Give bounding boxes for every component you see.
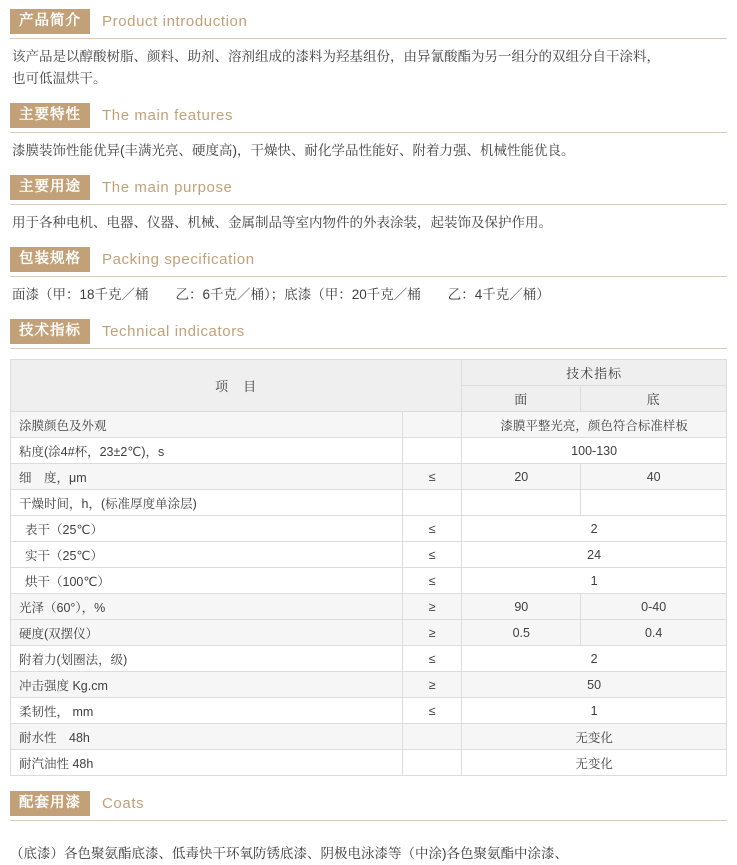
datasheet-page	[0, 8, 737, 861]
row-value-top	[462, 490, 581, 516]
table-row	[11, 594, 727, 620]
section-title-en: Packing specification	[102, 250, 255, 268]
table-row	[11, 412, 727, 438]
section-header-technical-indicators	[10, 318, 727, 344]
row-symbol: ≤	[403, 698, 462, 724]
row-item: 柔韧性， mm	[11, 698, 403, 724]
table-row	[11, 464, 727, 490]
table-header-row	[11, 360, 727, 386]
row-value-bottom	[581, 490, 727, 516]
section-title-en: Technical indicators	[102, 322, 245, 340]
row-value: 100-130	[462, 438, 727, 464]
table-row	[11, 750, 727, 776]
row-value: 2	[462, 516, 727, 542]
table-row	[11, 672, 727, 698]
section-header-main-purpose	[10, 174, 727, 200]
body-line: 面漆（甲：18千克／桶 乙：6千克／桶）；底漆（甲：20千克／桶 乙：4千克／桶）	[12, 287, 550, 302]
table-row	[11, 646, 727, 672]
section-body-main-purpose	[10, 205, 727, 238]
table-row	[11, 724, 727, 750]
row-symbol: ≤	[403, 542, 462, 568]
table-row	[11, 438, 727, 464]
row-value-top: 0.5	[462, 620, 581, 646]
row-item: 附着力(划圈法，级)	[11, 646, 403, 672]
row-value: 50	[462, 672, 727, 698]
section-title-en: Product introduction	[102, 12, 248, 30]
row-value-bottom: 40	[581, 464, 727, 490]
section-body-main-features	[10, 133, 727, 166]
body-line: 也可低温烘干。	[12, 71, 107, 86]
row-item: 细 度，μm	[11, 464, 403, 490]
section-title-cn: 包装规格	[10, 247, 90, 272]
row-item: 表干（25℃）	[11, 516, 403, 542]
row-symbol: ≥	[403, 672, 462, 698]
section-title-en: Coats	[102, 794, 145, 812]
table-header-item: 项 目	[11, 360, 462, 412]
row-item: 干燥时间，h，(标准厚度单涂层)	[11, 490, 403, 516]
technical-indicators-table	[10, 359, 727, 776]
row-value: 无变化	[462, 724, 727, 750]
row-symbol	[403, 438, 462, 464]
section-title-en: The main purpose	[102, 178, 233, 196]
section-divider	[10, 348, 727, 349]
section-body-coats	[10, 821, 727, 865]
row-symbol: ≤	[403, 464, 462, 490]
table-row	[11, 620, 727, 646]
section-body-packing-specification	[10, 277, 727, 310]
row-item: 粘度(涂4#杯，23±2℃)，s	[11, 438, 403, 464]
row-value: 24	[462, 542, 727, 568]
row-symbol	[403, 412, 462, 438]
row-value: 无变化	[462, 750, 727, 776]
row-value-top: 20	[462, 464, 581, 490]
row-symbol	[403, 490, 462, 516]
table-row	[11, 542, 727, 568]
row-item: 烘干（100℃）	[11, 568, 403, 594]
section-body-product-introduction	[10, 39, 727, 94]
table-header-spec: 技术指标	[462, 360, 727, 386]
section-header-packing-specification	[10, 246, 727, 272]
table-row	[11, 698, 727, 724]
row-value-bottom: 0.4	[581, 620, 727, 646]
row-value: 漆膜平整光亮，颜色符合标准样板	[462, 412, 727, 438]
row-symbol	[403, 724, 462, 750]
body-line: 该产品是以醇酸树脂、颜料、助剂、溶剂组成的漆料为羟基组份，由异氰酸酯为另一组分的双组分自干涂料，	[12, 49, 660, 64]
table-header-top: 面	[462, 386, 581, 412]
row-item: 光泽（60°），%	[11, 594, 403, 620]
body-line: 漆膜装饰性能优异(丰满光亮、硬度高)，干燥快、耐化学品性能好、附着力强、机械性能优良。	[12, 143, 575, 158]
row-symbol: ≥	[403, 594, 462, 620]
table-row	[11, 516, 727, 542]
section-title-en: The main features	[102, 106, 234, 124]
table-row-group-header	[11, 490, 727, 516]
section-title-cn: 主要特性	[10, 103, 90, 128]
section-header-main-features	[10, 102, 727, 128]
row-item: 耐水性 48h	[11, 724, 403, 750]
row-value-top: 90	[462, 594, 581, 620]
section-header-product-introduction	[10, 8, 727, 34]
row-value: 1	[462, 698, 727, 724]
row-symbol: ≤	[403, 516, 462, 542]
table-header-bottom: 底	[581, 386, 727, 412]
section-header-coats	[10, 790, 727, 816]
section-title-cn: 技术指标	[10, 319, 90, 344]
row-symbol: ≤	[403, 646, 462, 672]
table-row	[11, 568, 727, 594]
row-symbol: ≤	[403, 568, 462, 594]
row-item: 耐汽油性 48h	[11, 750, 403, 776]
row-symbol	[403, 750, 462, 776]
row-item: 实干（25℃）	[11, 542, 403, 568]
row-symbol: ≥	[403, 620, 462, 646]
row-item: 硬度(双摆仪）	[11, 620, 403, 646]
section-title-cn: 产品简介	[10, 9, 90, 34]
row-value: 2	[462, 646, 727, 672]
body-line: （底漆）各色聚氨酯底漆、低毒快干环氧防锈底漆、阴极电泳漆等（中涂)各色聚氨酯中涂漆、	[10, 845, 568, 861]
row-value: 1	[462, 568, 727, 594]
row-item: 涂膜颜色及外观	[11, 412, 403, 438]
section-coats	[10, 790, 727, 865]
row-item: 冲击强度 Kg.cm	[11, 672, 403, 698]
section-title-cn: 主要用途	[10, 175, 90, 200]
section-title-cn: 配套用漆	[10, 791, 90, 816]
row-value-bottom: 0-40	[581, 594, 727, 620]
body-line: 用于各种电机、电器、仪器、机械、金属制品等室内物件的外表涂装，起装饰及保护作用。	[12, 215, 552, 230]
